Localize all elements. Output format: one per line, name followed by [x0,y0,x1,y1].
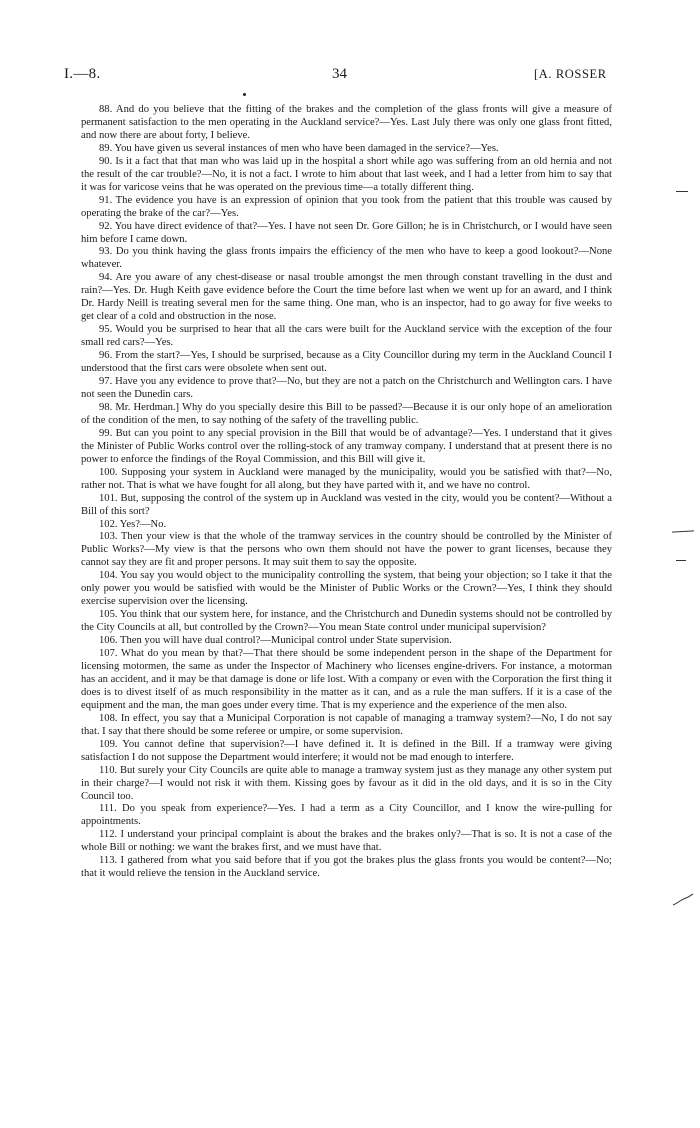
margin-mark [672,530,694,532]
question-101: 101. But, supposing the control of the system up in Auckland was vested in the city, would you be content?—Without a Bill of this sort? [81,492,612,517]
question-110: 110. But surely your City Councils are quite able to manage a tramway system just as they manage any other system put in their charge?—I would not risk it with them. Kissing goes by favour as it did in the old days, and it is so in the City Council too. [81,764,612,802]
question-90: 90. Is it a fact that that man who was laid up in the hospital a short while ago was suffering from an old hernia and not the result of the car trouble?—No, it is not a fact. I wrote to him about that last week, and I had a letter from him to say that it was for varicose veins that he was operated on the previous time—a totally different thing. [81,155,612,193]
question-106: 106. Then you will have dual control?—Municipal control under State supervision. [99,635,452,647]
question-96: 96. From the start?—Yes, I should be surprised, because as a City Councillor during my term in the Auckland Council I understood that the first cars were obsolete when sent out. [81,350,612,375]
question-93: 93. Do you think having the glass fronts impairs the efficiency of the men who have to keep a good lookout?—None whatever. [81,246,612,271]
question-109: 109. You cannot define that supervision?—I have defined it. It is defined in the Bill. If a tramway were giving satisfaction I do not suppose the Department would interfere; it would not be mad enough to interfere. [81,738,612,763]
margin-mark [676,560,686,561]
question-105: 105. You think that our system here, for instance, and the Christchurch and Dunedin systems should not be controlled by the City Councils at all, but controlled by the Crown?—You mean State control under municipal supervision? [81,609,612,634]
document-reference: I.—8. [64,66,101,82]
question-91: 91. The evidence you have is an expression of opinion that you took from the patient that this trouble was caused by operating the brake of the car?—Yes. [81,194,612,219]
question-112: 112. I understand your principal complaint is about the brakes and the brakes only?—That is so. It is not a case of the whole Bill or nothing: we want the brakes first, and we must have that. [81,829,612,854]
question-97: 97. Have you any evidence to prove that?—No, but they are not a patch on the Christchurch and Wellington cars. I have not seen the Dunedin cars. [81,376,612,400]
page-header [0,66,700,86]
question-94: 94. Are you aware of any chest-disease or nasal trouble amongst the men through constant travelling in the dust and rain?—Yes. Dr. Hugh Keith gave evidence before the Court the time before last when we went up for an award, and I think Dr. Hardy Neill is treating several men for the same thing. One man, who is an inspector, had to go away for five weeks to get clear of a cold and obstruction in the nose. [81,272,612,323]
question-99: 99. But can you point to any special provision in the Bill that would be of advantage?—Yes. I understand that it gives the Minister of Public Works control over the rolling-stock of any tramway company. I understand that at present there is no power to enforce the findings of the Royal Commission, and this Bill will give it. [81,427,612,465]
question-88: 88. And do you believe that the fitting of the brakes and the completion of the glass fronts will give a measure of permanent satisfaction to the men operating in the Auckland service?—Yes. Last July there was only one glass front fitted, and now there are about forty, I believe. [81,104,612,141]
question-92: 92. You have direct evidence of that?—Yes. I have not seen Dr. Gore Gillon; he is in Christchurch, or I would have seen him before I came down. [81,220,612,245]
question-102: 102. Yes?—No. [99,518,167,530]
question-107: 107. What do you mean by that?—That there should be some independent person in the shape of the Department for licensing motormen, the same as under the Inspector of Machinery who licenses engine-drivers. For instance, a motorman has an accident, and it may be that damage is done or life lost. With a company or even with the Corporation the first thing it does is to divest itself of as much responsibility in the matter as it can, and as a rule the man suffers. If it is a case of the equipment and the man, the man goes under every time. That is my experience and the experience of the men also. [81,648,612,711]
question-89: 89. You have given us several instances of men who have been damaged in the service?—Yes. [99,142,499,154]
question-111: 111. Do you speak from experience?—Yes. I had a term as a City Councillor, and I know the wire-pulling for appointments. [81,803,612,828]
testimony-body [81,104,612,881]
question-104: 104. You say you would object to the municipality controlling the system, that being your objection; so I take it that the only power you would be satisfied with would be the Minister of Public Works or the Crown?—Yes, I think they should exercise supervision over the licensing. [81,570,612,608]
question-95: 95. Would you be surprised to hear that all the cars were built for the Auckland service with the exception of the four small red cars?—Yes. [81,324,612,349]
margin-scribble [672,893,694,907]
ink-dot [243,93,246,96]
question-113: 113. I gathered from what you said before that if you got the brakes plus the glass fronts you would be content?—No; that it would relieve the tension in the Auckland service. [81,855,612,880]
question-108: 108. In effect, you say that a Municipal Corporation is not capable of managing a tramway system?—No, I do not say that. I say that there should be some referee or umpire, or some supervision. [81,712,612,737]
question-98: 98. Mr. Herdman.] Why do you specially desire this Bill to be passed?—Because it is our only hope of an amelioration of the condition of the men, to say nothing of the safety of the travelling public. [81,401,612,426]
question-103: 103. Then your view is that the whole of the tramway services in the country should be controlled by the Minister of Public Works?—My view is that the persons who own them should not have the power to grant licenses, because they cannot say they are fit and proper persons. It may suit them to say the opposite. [81,531,612,569]
page-number: 34 [332,66,347,82]
witness-name: [A. ROSSER [534,67,607,81]
margin-mark [676,191,688,192]
question-100: 100. Supposing your system in Auckland were managed by the municipality, would you be satisfied with that?—No, rather not. That is what we have fought for all along, but they have parted with it, and we have no control. [81,466,612,491]
